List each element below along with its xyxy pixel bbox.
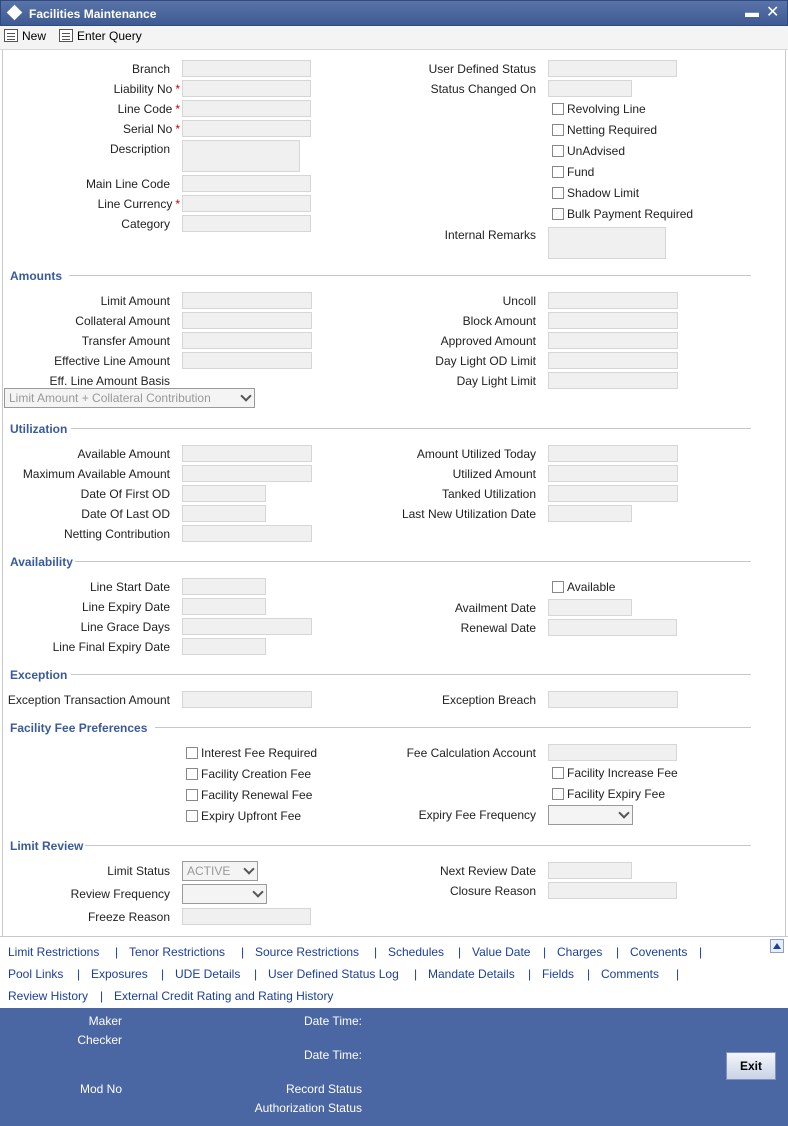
line-start-date-label: Line Start Date [89, 580, 170, 594]
tanked-utilization-field[interactable] [548, 485, 678, 502]
day-light-limit-label: Day Light Limit [456, 374, 536, 388]
transfer-amount-field[interactable] [182, 332, 312, 349]
checkbox-box[interactable] [552, 208, 564, 220]
facility-expiry-fee-checkbox[interactable] [552, 787, 665, 801]
link-value-date[interactable]: Value Date [472, 945, 531, 959]
review-frequency-label: Review Frequency [70, 887, 170, 901]
link-separator: | [77, 967, 81, 981]
authorization-status-label: Authorization Status [254, 1101, 362, 1115]
last-new-utilization-date-field[interactable] [548, 505, 632, 522]
netting-required-checkbox[interactable] [552, 123, 657, 137]
link-separator: | [699, 945, 703, 959]
effective-line-amount-label: Effective Line Amount [54, 354, 170, 368]
serial-no-text: Serial No [122, 122, 173, 136]
liability-no-label [114, 82, 180, 96]
link-separator: | [115, 945, 119, 959]
status-changed-on-field[interactable] [548, 80, 632, 97]
mod-no-label: Mod No [79, 1082, 122, 1096]
description-field[interactable] [182, 140, 300, 172]
link-separator: | [587, 967, 591, 981]
facility-creation-fee-label: Facility Creation Fee [201, 767, 312, 781]
audit-footer [0, 1008, 788, 1126]
expiry-fee-frequency-select[interactable] [548, 805, 633, 825]
exit-button[interactable]: Exit [726, 1052, 776, 1080]
link-tenor-restrictions[interactable]: Tenor Restrictions [129, 945, 226, 959]
block-amount-label: Block Amount [462, 314, 536, 328]
expiry-upfront-fee-label: Expiry Upfront Fee [201, 809, 302, 823]
revolving-line-checkbox[interactable] [552, 102, 646, 116]
minimize-icon[interactable]: ▬ [745, 4, 759, 20]
exception-section-title: Exception [10, 668, 68, 682]
fund-checkbox[interactable] [552, 165, 594, 179]
close-icon[interactable]: ✕ [766, 4, 780, 21]
expiry-fee-frequency-label: Expiry Fee Frequency [418, 808, 536, 822]
section-divider [69, 275, 751, 276]
main-line-code-field[interactable] [182, 175, 311, 192]
collateral-amount-label: Collateral Amount [75, 314, 170, 328]
scroll-up-icon[interactable] [770, 939, 784, 953]
approved-amount-label: Approved Amount [440, 334, 536, 348]
day-light-od-limit-label: Day Light OD Limit [435, 354, 536, 368]
link-separator: | [161, 967, 165, 981]
window-titlebar [0, 0, 788, 26]
new-label: New [22, 29, 47, 43]
netting-contribution-label: Netting Contribution [63, 527, 170, 541]
basis-selected-value: Limit Amount + Collateral Contribution [9, 391, 211, 405]
link-exposures[interactable]: Exposures [91, 967, 148, 981]
link-fields[interactable]: Fields [542, 967, 575, 981]
query-database-icon [59, 29, 73, 42]
link-pool-links[interactable]: Pool Links [8, 967, 64, 981]
limit-amount-field[interactable] [182, 292, 312, 309]
exception-breach-field[interactable] [548, 691, 678, 708]
required-mark: * [175, 197, 180, 211]
link-charges[interactable]: Charges [557, 945, 603, 959]
checkbox-box[interactable] [552, 166, 564, 178]
date-of-first-od-field[interactable] [182, 485, 266, 502]
link-separator: | [374, 945, 378, 959]
line-code-text: Line Code [117, 102, 173, 116]
last-new-utilization-date-label: Last New Utilization Date [401, 507, 536, 521]
record-status-label: Record Status [285, 1082, 362, 1096]
effective-line-amount-field[interactable] [182, 352, 312, 369]
checker-label: Checker [77, 1033, 122, 1047]
netting-contribution-field[interactable] [182, 525, 312, 542]
link-separator: | [100, 989, 104, 1003]
limit-status-select[interactable] [182, 861, 258, 881]
next-review-date-label: Next Review Date [439, 864, 536, 878]
line-expiry-date-label: Line Expiry Date [81, 600, 170, 614]
transfer-amount-label: Transfer Amount [81, 334, 170, 348]
enter-query-button[interactable] [59, 29, 142, 43]
facility-renewal-fee-checkbox[interactable] [186, 788, 312, 802]
internal-remarks-label: Internal Remarks [444, 228, 536, 242]
new-button[interactable] [4, 29, 46, 43]
link-separator: | [676, 967, 680, 981]
link-separator: | [543, 945, 547, 959]
day-light-limit-field[interactable] [548, 372, 678, 389]
link-comments[interactable]: Comments [601, 967, 660, 981]
block-amount-field[interactable] [548, 312, 678, 329]
uncoll-label: Uncoll [502, 294, 536, 308]
line-final-expiry-date-label: Line Final Expiry Date [52, 640, 170, 654]
line-final-expiry-date-field[interactable] [182, 638, 266, 655]
user-defined-status-label: User Defined Status [428, 62, 536, 76]
expiry-upfront-fee-checkbox[interactable] [186, 809, 301, 823]
chevron-down-icon [243, 863, 254, 874]
checker-date-time-label: Date Time: [303, 1048, 362, 1062]
fund-label: Fund [567, 165, 595, 179]
exception-transaction-amount-label: Exception Transaction Amount [7, 693, 170, 707]
interest-fee-required-checkbox[interactable] [186, 746, 317, 760]
interest-fee-required-label: Interest Fee Required [201, 746, 318, 760]
next-review-date-field[interactable] [548, 862, 632, 879]
freeze-reason-label: Freeze Reason [87, 910, 170, 924]
limit-status-label: Limit Status [107, 864, 170, 878]
category-field[interactable] [182, 215, 311, 232]
renewal-date-field[interactable] [548, 619, 677, 636]
section-divider [71, 674, 751, 675]
link-separator: | [414, 967, 418, 981]
chevron-down-icon [240, 390, 251, 401]
amounts-section-title: Amounts [10, 269, 62, 283]
utilized-amount-field[interactable] [548, 465, 678, 482]
app-diamond-icon [7, 5, 23, 21]
section-divider [71, 428, 751, 429]
new-document-icon [4, 29, 18, 42]
amount-utilized-today-label: Amount Utilized Today [416, 447, 536, 461]
line-code-field[interactable] [182, 100, 311, 117]
checkbox-box[interactable] [552, 145, 564, 157]
facility-renewal-fee-label: Facility Renewal Fee [201, 788, 313, 802]
date-of-first-od-label: Date Of First OD [80, 487, 170, 501]
freeze-reason-field[interactable] [182, 908, 311, 925]
revolving-line-label: Revolving Line [567, 102, 646, 116]
bulk-payment-required-label: Bulk Payment Required [567, 207, 694, 221]
date-of-last-od-label: Date Of Last OD [81, 507, 170, 521]
toolbar [0, 26, 788, 50]
eff-line-amount-basis-select[interactable] [4, 388, 255, 408]
shadow-limit-checkbox[interactable] [552, 186, 639, 200]
section-divider [155, 727, 751, 728]
checkbox-box[interactable] [552, 103, 564, 115]
checkbox-box[interactable] [186, 747, 198, 759]
link-source-restrictions[interactable]: Source Restrictions [255, 945, 360, 959]
unadvised-checkbox[interactable] [552, 144, 625, 158]
utilization-section-title: Utilization [10, 422, 68, 436]
limit-review-section-title: Limit Review [10, 839, 84, 853]
line-currency-field[interactable] [182, 195, 311, 212]
main-form [2, 50, 786, 936]
facility-expiry-fee-label: Facility Expiry Fee [567, 787, 666, 801]
link-separator: | [458, 945, 462, 959]
checkbox-box[interactable] [552, 581, 564, 593]
renewal-date-label: Renewal Date [460, 621, 536, 635]
checkbox-box[interactable] [552, 767, 564, 779]
line-currency-label [98, 197, 180, 211]
amount-utilized-today-field[interactable] [548, 445, 678, 462]
maker-label: Maker [88, 1014, 122, 1028]
fee-calculation-account-label: Fee Calculation Account [406, 746, 536, 760]
branch-label: Branch [131, 62, 170, 76]
required-mark: * [175, 122, 180, 136]
link-covenents[interactable]: Covenents [630, 945, 688, 959]
link-limit-restrictions[interactable]: Limit Restrictions [8, 945, 100, 959]
facility-increase-fee-checkbox[interactable] [552, 766, 678, 780]
link-mandate-details[interactable]: Mandate Details [428, 967, 515, 981]
available-amount-label: Available Amount [77, 447, 170, 461]
link-review-history[interactable]: Review History [8, 989, 89, 1003]
link-schedules[interactable]: Schedules [388, 945, 445, 959]
chevron-down-icon [618, 807, 629, 818]
line-code-label [118, 102, 180, 116]
chevron-down-icon [252, 886, 263, 897]
facility-creation-fee-checkbox[interactable] [186, 767, 311, 781]
limit-amount-label: Limit Amount [100, 294, 170, 308]
limit-status-value: ACTIVE [187, 864, 231, 878]
tanked-utilization-label: Tanked Utilization [441, 487, 536, 501]
available-checkbox[interactable] [552, 580, 615, 594]
link-separator: | [254, 967, 258, 981]
branch-field[interactable] [182, 60, 311, 77]
exception-breach-label: Exception Breach [441, 693, 536, 707]
line-start-date-field[interactable] [182, 578, 266, 595]
link-separator: | [528, 967, 532, 981]
maximum-available-amount-label: Maximum Available Amount [22, 467, 170, 481]
unadvised-label: UnAdvised [567, 144, 626, 158]
required-mark: * [175, 82, 180, 96]
checkbox-box[interactable] [552, 788, 564, 800]
review-frequency-select[interactable] [182, 884, 267, 904]
availability-section-title: Availability [10, 555, 73, 569]
link-user-defined-status-log[interactable]: User Defined Status Log [268, 967, 399, 981]
exception-transaction-amount-field[interactable] [182, 691, 312, 708]
window-title: Facilities Maintenance [29, 7, 157, 21]
serial-no-field[interactable] [182, 120, 311, 137]
liability-no-text: Liability No [113, 82, 173, 96]
checkbox-box[interactable] [552, 187, 564, 199]
subscreen-links [0, 936, 788, 1008]
section-divider [85, 845, 751, 846]
date-of-last-od-field[interactable] [182, 505, 266, 522]
link-ude-details[interactable]: UDE Details [175, 967, 241, 981]
link-separator: | [241, 945, 245, 959]
status-changed-on-label: Status Changed On [430, 82, 536, 96]
link-external-credit-rating[interactable]: External Credit Rating and Rating History [114, 989, 334, 1003]
line-grace-days-label: Line Grace Days [80, 620, 170, 634]
closure-reason-label: Closure Reason [449, 884, 536, 898]
link-separator: | [616, 945, 620, 959]
collateral-amount-field[interactable] [182, 312, 312, 329]
facility-increase-fee-label: Facility Increase Fee [567, 766, 678, 780]
category-label: Category [121, 217, 170, 231]
maker-date-time-label: Date Time: [303, 1014, 362, 1028]
checkbox-box[interactable] [186, 768, 198, 780]
available-label: Available [567, 580, 616, 594]
uncoll-field[interactable] [548, 292, 678, 309]
serial-no-label [123, 122, 180, 136]
description-label: Description [109, 142, 170, 156]
netting-required-label: Netting Required [567, 123, 658, 137]
day-light-od-limit-field[interactable] [548, 352, 678, 369]
line-grace-days-field[interactable] [182, 618, 312, 635]
available-amount-field[interactable] [182, 445, 312, 462]
fee-preferences-section-title: Facility Fee Preferences [10, 721, 148, 735]
checkbox-box[interactable] [186, 789, 198, 801]
line-currency-text: Line Currency [97, 197, 173, 211]
main-line-code-label: Main Line Code [85, 177, 170, 191]
internal-remarks-field[interactable] [548, 227, 666, 259]
shadow-limit-label: Shadow Limit [567, 186, 640, 200]
checkbox-box[interactable] [186, 810, 198, 822]
approved-amount-field[interactable] [548, 332, 678, 349]
closure-reason-field[interactable] [548, 882, 677, 899]
bulk-payment-required-checkbox[interactable] [552, 207, 693, 221]
maximum-available-amount-field[interactable] [182, 465, 312, 482]
availment-date-label: Availment Date [454, 601, 536, 615]
line-expiry-date-field[interactable] [182, 598, 266, 615]
section-divider [75, 561, 751, 562]
liability-no-field[interactable] [182, 80, 311, 97]
fee-calculation-account-field[interactable] [548, 744, 677, 761]
availment-date-field[interactable] [548, 599, 632, 616]
utilized-amount-label: Utilized Amount [452, 467, 536, 481]
user-defined-status-field[interactable] [548, 60, 677, 77]
eff-line-amount-basis-label: Eff. Line Amount Basis [49, 374, 170, 388]
enter-query-label: Enter Query [77, 29, 142, 43]
required-mark: * [175, 102, 180, 116]
checkbox-box[interactable] [552, 124, 564, 136]
